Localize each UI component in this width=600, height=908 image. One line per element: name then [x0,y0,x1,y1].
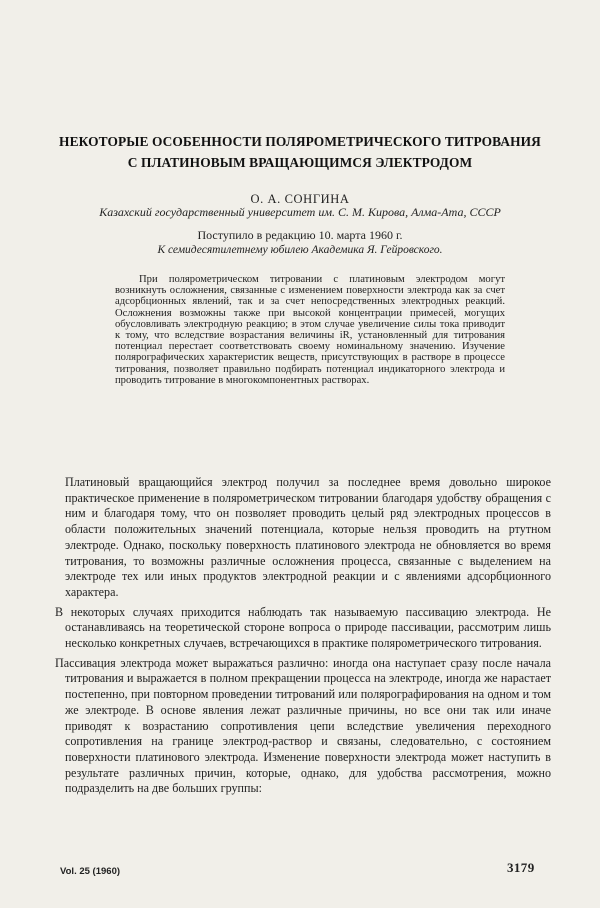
page-number: 3179 [507,860,535,875]
title-line-2: С ПЛАТИНОВЫМ ВРАЩАЮЩИМСЯ ЭЛЕКТРОДОМ [127,155,473,170]
body-paragraph-1: Платиновый вращающийся электрод получил за последнее время довольно широкое практическое применение в полярометрическом титровании благодаря удобству обращения с ним и благодаря тому, что он позволяет проводить целый ряд электродных процессов в области положительных значений потенциала, которые нельзя проводить на ртутном электроде. Однако, поскольку поверхность платинового электрода не обновляется во время титрования, то возможны различные осложнения процесса, связанные с выделением на электроде тех или иных продуктов электродной реакции и с явлениями адсорбционного характера. [65,475,551,599]
abstract: При полярометрическом титровании с платиновым электродом могут возникнуть осложнения, связанные с изменением поверхности электрода как за счет адсорбционных явлений, так и за счет непосредственных электродных реакций. Осложнения возможны также при высокой концентрации примесей, могущих обусловливать электродную реакцию; в этом случае увеличение силы тока приводит к тому, что вследствие возрастания величины iR, установленный для титрования потенциал перестает соответствовать своему номинальному значению. Изучение полярографических характеристик веществ, присутствующих в растворе в процессе титрования, позволяет правильно подбирать потенциал индикаторного электрода и проводить титрование в многокомпонентных растворах. [115,274,505,386]
received-date: Поступило в редакцию 10. марта 1960 г. [197,228,403,242]
article-title [40,131,560,173]
author-affiliation: Казахский государственный университет им. С. М. Кирова, Алма-Ата, СССР [99,205,501,219]
article-body [55,475,551,801]
body-paragraph-3: Пассивация электрода может выражаться различно: иногда она наступает сразу после начала титрования и выражается в полном прекращении процесса на электроде, иногда же нарастает постепенно, при повторном проведении титрований или полярографирования на одном и том же электроде. В основе явления лежат различные причины, но все они так или иначе приводят к возрастанию сопротивления цепи вследствие увеличения переходного сопротивления на границе электрод-раствор и связаны, следовательно, с состоянием поверхности платинового электрода. Изменение поверхности электрода может наступить в результате различных причин, которые, однако, для удобства рассмотрения, можно подразделить на две больших группы: [55,655,551,796]
author-name: О. А. СОНГИНА [250,192,350,206]
journal-volume: Vol. 25 (1960) [60,866,121,877]
title-line-1: НЕКОТОРЫЕ ОСОБЕННОСТИ ПОЛЯРОМЕТРИЧЕСКОГО ТИТРОВАНИЯ [59,134,541,149]
body-paragraph-2: В некоторых случаях приходится наблюдать так называемую пассивацию электрода. Не останавливаясь на теоретической стороне вопроса о природе пассивации, рассмотрим лишь несколько конкретных случаев, встречающихся в практике полярометрического титрования. [55,604,551,651]
dedication: К семидесятилетнему юбилею Академика Я. Гейровского. [157,244,443,256]
